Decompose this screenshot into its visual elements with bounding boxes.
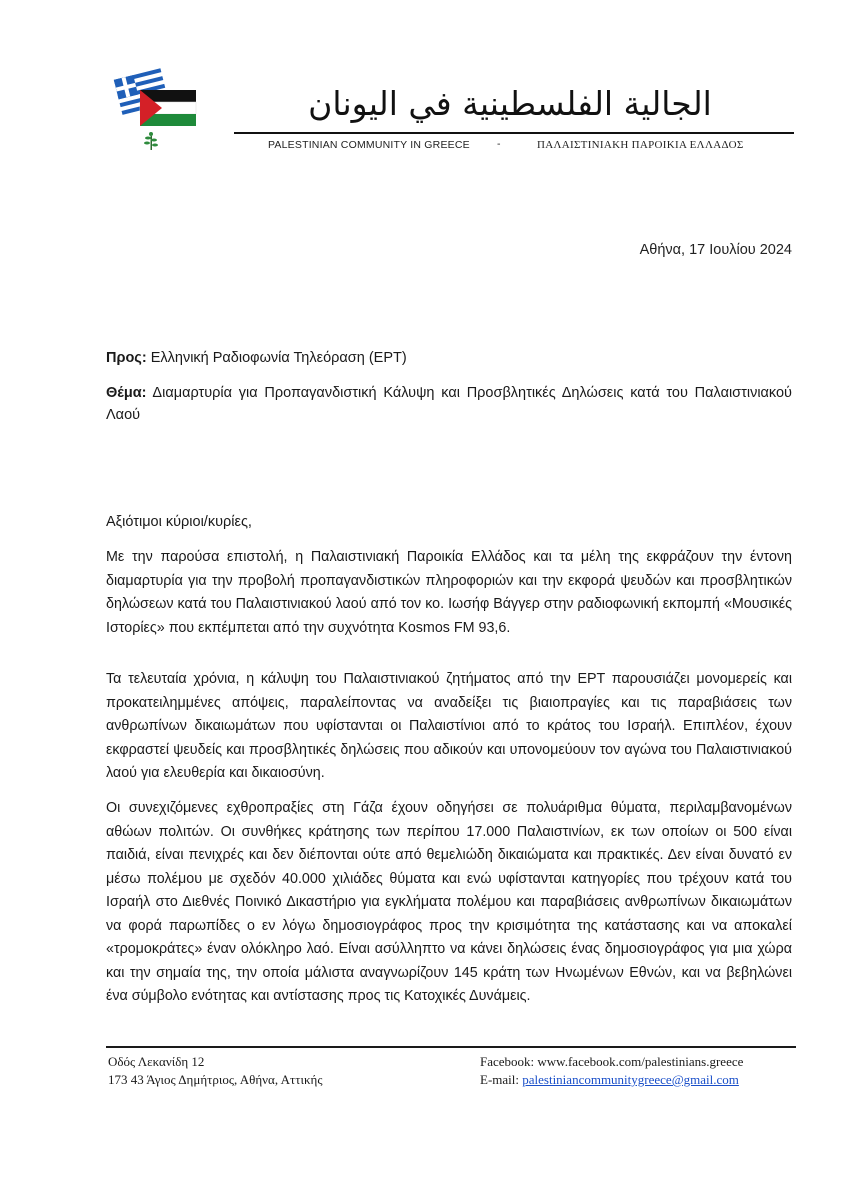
org-name-arabic: الجالية الفلسطينية في اليونان (308, 84, 712, 123)
org-name-greek: ΠΑΛΑΙΣΤΙΝΙΑΚΗ ΠΑΡΟΙΚΙΑ ΕΛΛΑΔΟΣ (537, 139, 744, 151)
address-street: Οδός Λεκανίδη 12 (108, 1054, 205, 1069)
org-name-english: PALESTINIAN COMMUNITY IN GREECE (268, 139, 470, 151)
subject-label: Θέμα: (106, 385, 147, 401)
footer-rule (106, 1046, 796, 1048)
facebook-contact[interactable]: Facebook: www.facebook.com/palestinians.greece (480, 1054, 744, 1069)
email-label: E-mail: (480, 1072, 519, 1087)
body-paragraph-3: Οι συνεχιζόμενες εχθροπραξίες στη Γάζα έχουν οδηγήσει σε πολυάριθμα θύματα, περιλαμβανομένων αθώων πολιτών. Οι συνθήκες κράτησης των περίπου 17.000 Παλαιστινίων, εκ των οποίων οι 500 είναι παιδιά, είναι πενιχρές και δεν διέπονται ούτε από θεμελιώδη δικαιώματα και πρακτικές. Δεν είναι δυνατό εν μέσω πολέμου με σχεδόν 40.000 χιλιάδες θύματα και ενώ υφίστανται κατηγορίες που τρέχουν κατά του Ισραήλ στο Διεθνές Ποινικό Δικαστήριο για εγκλήματα πολέμου και παραβιάσεις ανθρωπίνων δικαιωμάτων να φορά παρωπίδες ο εν λόγω δημοσιογράφος προς την κρισιμότητα της κατάστασης και να αποκαλεί «τρομοκράτες» έναν ολόκληρο λαό. Είναι ασύλληπτο να κάνει δηλώσεις ένας δημοσιογράφος για μια χώρα και την σημαία της, την οποία μάλιστα αναγνωρίζουν 145 κράτη των Ηνωμένων Εθνών, και να βεβηλώνει ένα σύμβολο ενότητας και αντίστασης προς τις Κατοχικές Δυνάμεις. (106, 800, 792, 1004)
salutation: Αξιότιμοι κύριοι/κυρίες, (106, 514, 252, 530)
palestinian-flag-icon (140, 90, 196, 126)
email-link[interactable]: palestiniancommunitygreece@gmail.com (522, 1072, 739, 1087)
recipient-value: Ελληνική Ραδιοφωνία Τηλεόραση (ΕΡΤ) (150, 350, 407, 366)
recipient-line (106, 350, 407, 366)
org-name-separator: - (497, 138, 501, 150)
header-rule (234, 132, 794, 134)
greek-palestinian-flags-logo (110, 66, 200, 158)
footer-contact (480, 1053, 743, 1089)
subject-value: Διαμαρτυρία για Προπαγανδιστική Κάλυψη και Προσβλητικές Δηλώσεις κατά του Παλαιστινιακού Λαού (106, 385, 792, 423)
recipient-label: Προς: (106, 350, 147, 366)
footer-address (108, 1053, 322, 1089)
body-paragraph-2: Τα τελευταία χρόνια, η κάλυψη του Παλαιστινιακού ζητήματος από την ΕΡΤ παρουσιάζει μονομερείς και προκατειλημμένες απόψεις, παραλείποντας να αναδείξει τις βιαιοπραγίες και τις παραβιάσεις των ανθρωπίνων δικαιωμάτων που υφίστανται οι Παλαιστίνιοι από το κράτος του Ισραήλ. Επιπλέον, έχουν εκφραστεί ψευδείς και προσβλητικές δηλώσεις που αδικούν και υπονομεύουν τον αγώνα του Παλαιστινιακού λαού για ελευθερία και δικαιοσύνη. (106, 671, 792, 781)
olive-tree-icon (144, 132, 158, 150)
subject-line (106, 382, 792, 426)
email-contact (480, 1071, 743, 1089)
address-city: 173 43 Άγιος Δημήτριος, Αθήνα, Αττικής (108, 1072, 323, 1087)
body-paragraph-1: Με την παρούσα επιστολή, η Παλαιστινιακή Παροικία Ελλάδος και τα μέλη της εκφράζουν την έντονη διαμαρτυρία για την προβολή προπαγανδιστικών πληροφοριών και την εκφορά ψευδών και προσβλητικών δηλώσεων κατά του Παλαιστινιακού λαού από τον κο. Ιωσήφ Βάγγερ στην ραδιοφωνική εκπομπή «Μουσικές Ιστορίες» που εκπέμπεται από την συχνότητα Kosmos FM 93,6. (106, 549, 792, 636)
letter-date: Αθήνα, 17 Ιουλίου 2024 (639, 242, 792, 258)
